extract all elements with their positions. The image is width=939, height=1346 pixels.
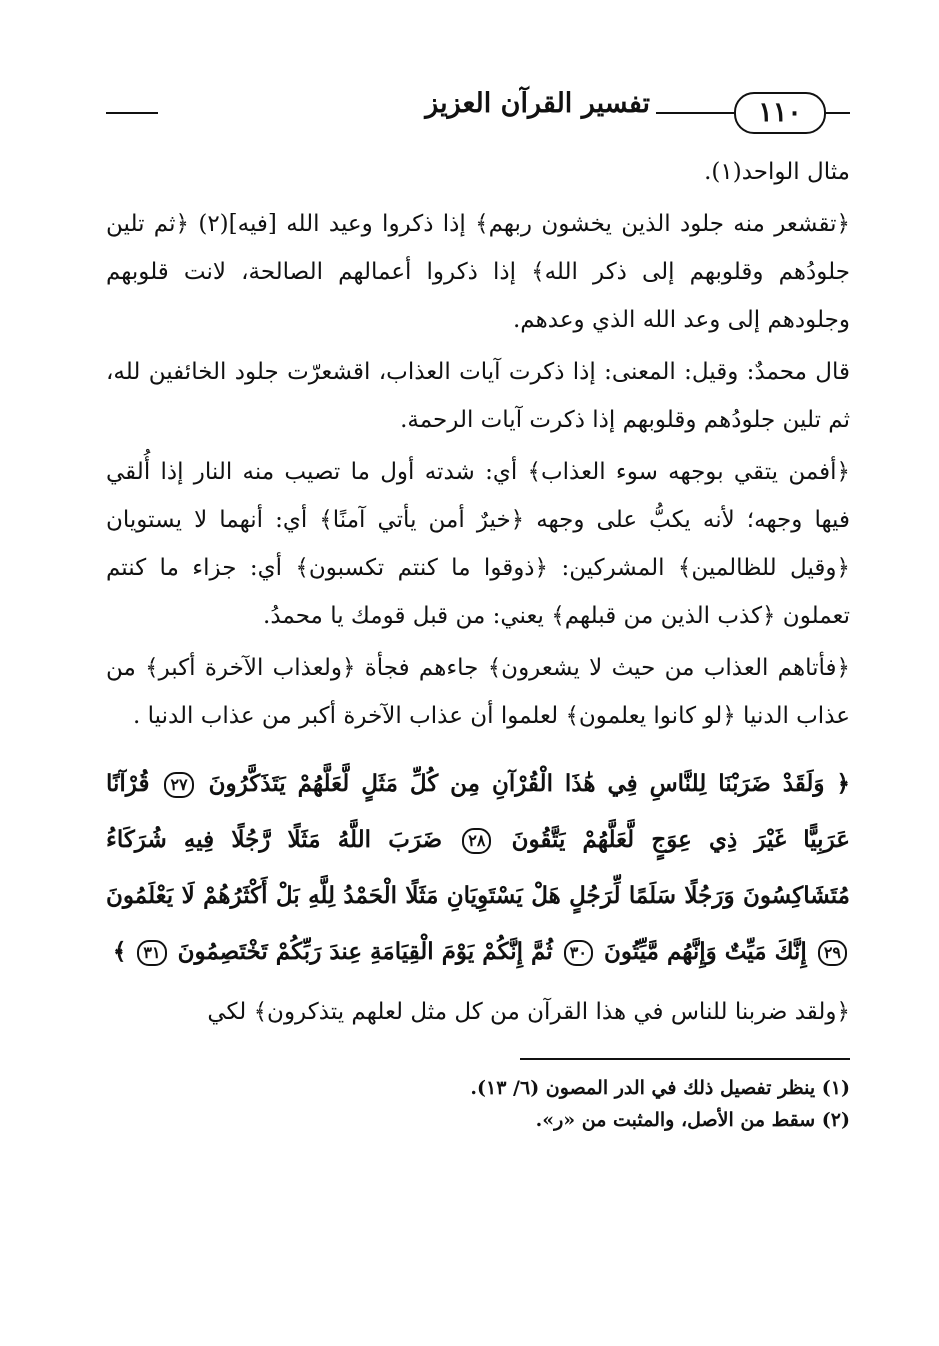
quran-verse: وَلَقَدْ ضَرَبْنَا لِلنَّاسِ فِي هَٰذَا الْقُرْآنِ مِن كُلِّ مَثَلٍ لَّعَلَّهُمْ يَتَذَكَّرُونَ — [208, 770, 825, 797]
quran-verse: إِنَّكَ مَيِّتٌ وَإِنَّهُم مَّيِّتُونَ — [603, 938, 807, 965]
paragraph: ﴿ولقد ضربنا للناس في هذا القرآن من كل مثل لعلهم يتذكرون﴾ لكي — [207, 999, 850, 1025]
running-title: تفسير القرآن العزيز — [425, 88, 650, 119]
body-text — [106, 148, 850, 740]
footnote: (٢) سقط من الأصل، والمثبت من «ر». — [535, 1109, 850, 1131]
ayah-number-mark: ٢٩ — [818, 940, 847, 966]
paragraph: قال محمدٌ: وقيل: المعنى: إذا ذكرت آيات العذاب، اقشعرّت جلود الخائفين لله، ثم تلين جلودُهم وقلوبهم إذا ذكرت آيات الرحمة. — [106, 359, 850, 433]
page — [106, 82, 850, 1136]
quran-close-bracket: ﴾ — [112, 938, 127, 965]
quran-verse: ثُمَّ إِنَّكُمْ يَوْمَ الْقِيَامَةِ عِندَ رَبِّكُمْ تَخْتَصِمُونَ — [177, 938, 553, 965]
footnote: (١) ينظر تفصيل ذلك في الدر المصون (٦/ ١٣). — [470, 1077, 850, 1099]
quran-verse: ضَرَبَ اللَّهُ مَثَلًا رَّجُلًا فِيهِ شُرَكَاءُ مُتَشَاكِسُونَ وَرَجُلًا سَلَمًا لِّرَجُلٍ هَلْ يَسْتَوِيَانِ مَثَلًا الْحَمْدُ لِلَّهِ بَلْ أَكْثَرُهُمْ لَا يَعْلَمُونَ — [106, 826, 850, 909]
quran-verse: قُرْآنًا عَرَبِيًّا غَيْرَ ذِي عِوَجٍ لَّعَلَّهُمْ يَتَّقُونَ — [106, 770, 850, 853]
header-rule — [656, 112, 736, 114]
page-number: ١١٠ — [734, 92, 826, 134]
ayah-number-mark: ٣٠ — [564, 940, 593, 966]
ayah-number-mark: ٢٨ — [462, 828, 491, 854]
paragraph: ﴿أفمن يتقي بوجهه سوء العذاب﴾ أي: شدته أول ما تصيب منه النار إذا أُلقي فيها وجهه؛ لأنه يكبُّ على وجهه ﴿خيرٌ أمن يأتي آمنًا﴾ أي: أنهما لا يستويان ﴿وقيل للظالمين﴾ المشركين: ﴿ذوقوا ما كنتم تكسبون﴾ أي: جزاء ما كنتم تعملون ﴿كذب الذين من قبلهم﴾ يعني: من قبل قومك يا محمدُ. — [106, 459, 850, 629]
quran-passage — [106, 756, 850, 980]
paragraph: ﴿تقشعر منه جلود الذين يخشون ربهم﴾ إذا ذكروا وعيد الله [فيه](٢) ﴿ثم تلين جلودُهم وقلوبهم إلى ذكر الله﴾ إذا ذكروا أعمالهم الصالحة، لانت قلوبهم وجلودهم إلى وعد الله الذي وعدهم. — [106, 211, 851, 333]
quran-open-bracket: ﴿ — [836, 770, 850, 797]
ayah-number-mark: ٣١ — [137, 940, 166, 966]
footnote-separator — [520, 1058, 850, 1060]
footnotes — [106, 1072, 850, 1136]
header-rule — [106, 112, 158, 114]
header-rule — [824, 112, 850, 114]
body-text-continued — [106, 988, 850, 1036]
paragraph: مثال الواحد(١). — [704, 159, 850, 185]
ayah-number-mark: ٢٧ — [164, 772, 193, 798]
paragraph: ﴿فأتاهم العذاب من حيث لا يشعرون﴾ جاءهم فجأة ﴿ولعذاب الآخرة أكبر﴾ من عذاب الدنيا ﴿لو كانوا يعلمون﴾ لعلموا أن عذاب الآخرة أكبر من عذاب الدنيا . — [106, 655, 850, 729]
page-header — [106, 82, 850, 140]
